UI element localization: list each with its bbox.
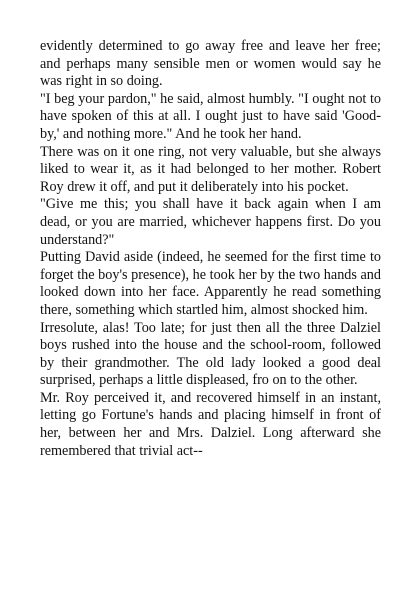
paragraph: Putting David aside (indeed, he seemed for the first time to forget the boy's presence), he took her by the two hands and looked down into her face. Apparently he read something there, something which startled him, almost shocked him. <box>40 249 381 318</box>
paragraph: evidently determined to go away free and leave her free; and perhaps many sensible men or women would say he was right in so doing. <box>40 38 381 90</box>
paragraph: Mr. Roy perceived it, and recovered himself in an instant, letting go Fortune's hands and placing himself in front of her, between her and Mrs. Dalziel. Long afterward she remembered that trivial act-- <box>40 389 381 459</box>
paragraph: Irresolute, alas! Too late; for just then all the three Dalziel boys rushed into the house and the school-room, followed by their grandmother. The old lady looked a good deal surprised, perhaps a little displeased, fro on to the other. <box>40 319 381 389</box>
paragraph: There was on it one ring, not very valuable, but she always liked to wear it, as it had belonged to her mother. Robert Roy drew it off, and put it deliberately into his pocket. <box>40 143 381 195</box>
paragraph: "I beg your pardon," he said, almost humbly. "I ought not to have spoken of this at all. I ought just to have said 'Good-by,' and nothing more." And he took her hand. <box>40 90 381 142</box>
body-text <box>40 38 381 460</box>
paragraph: "Give me this; you shall have it back again when I am dead, or you are married, whichever happens first. Do you understand?" <box>40 196 381 248</box>
